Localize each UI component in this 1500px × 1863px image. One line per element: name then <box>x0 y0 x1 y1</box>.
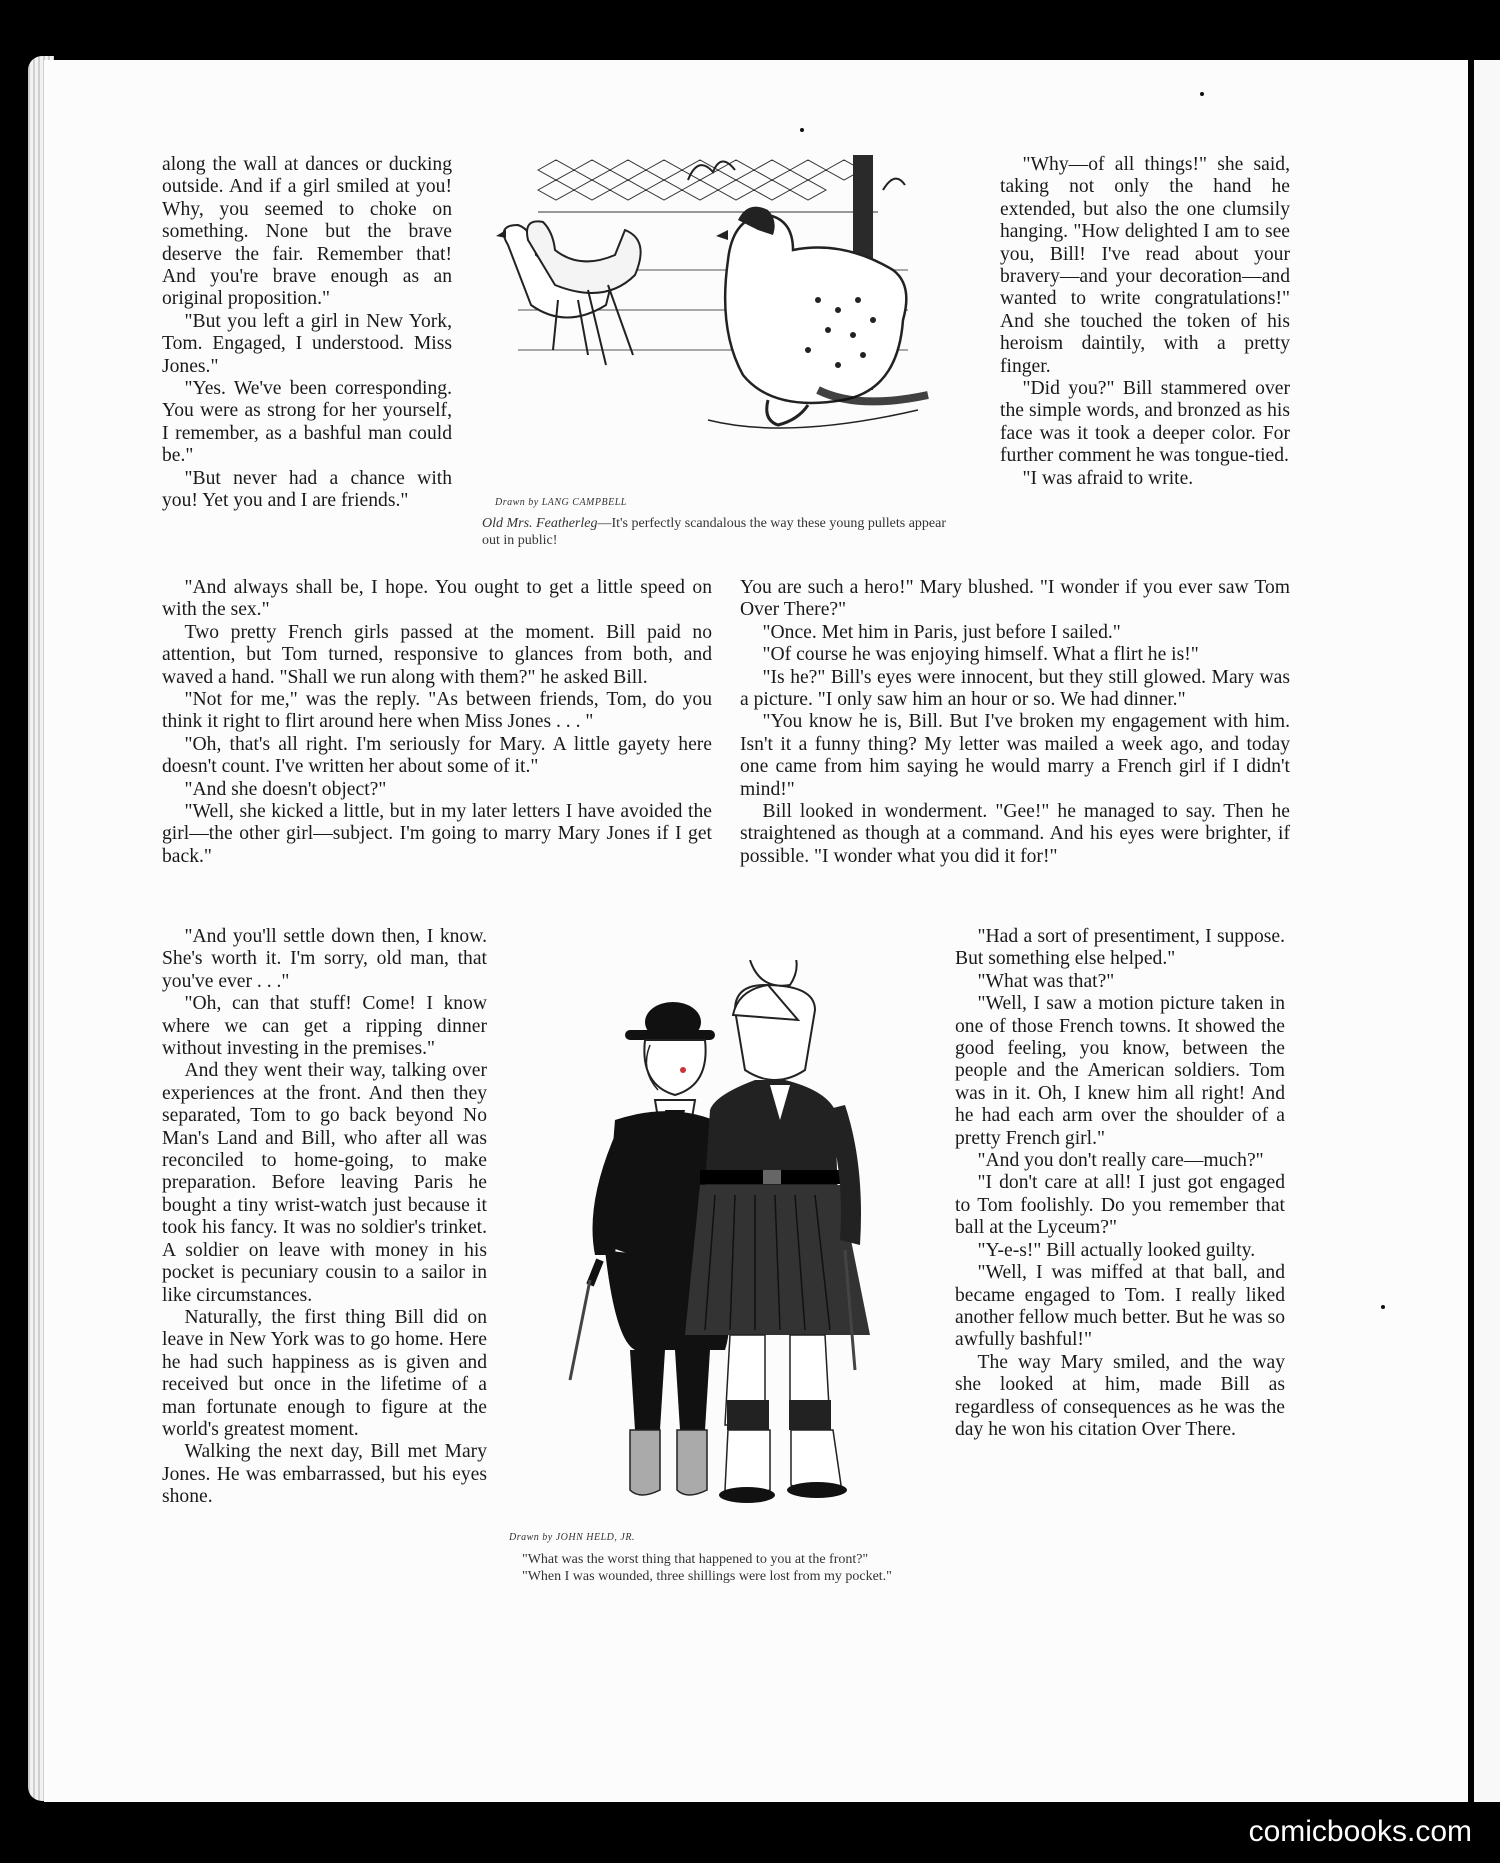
paragraph: You are such a hero!" Mary blushed. "I wonder if you ever saw Tom Over There?" <box>740 577 1290 621</box>
paragraph: "Well, she kicked a little, but in my later letters I have avoided the girl—the other girl—subject. I'm going to marry Mary Jones if I get back." <box>162 801 712 867</box>
soldiers-illustration-caption <box>508 1551 918 1585</box>
soldiers-illustration-credit: Drawn by JOHN HELD, JR. <box>509 1532 635 1543</box>
hens-illustration-credit: Drawn by LANG CAMPBELL <box>495 497 627 508</box>
story-text-right-bottom <box>955 926 1285 1441</box>
paragraph: "And you'll settle down then, I know. She's worth it. I'm sorry, old man, that you've ever . . ." <box>162 926 487 992</box>
facing-page-edge <box>1474 60 1500 1802</box>
paragraph: "But never had a chance with you! Yet you and I are friends." <box>162 467 452 512</box>
watermark: comicbooks.com <box>1248 1815 1472 1848</box>
paragraph: "And she doesn't object?" <box>184 778 387 800</box>
print-speck <box>1381 1305 1385 1309</box>
paragraph: "What was the worst thing that happened to you at the front?" <box>522 1552 869 1567</box>
paragraph: "Why—of all things!" she said, taking not only the hand he extended, but also the one clumsily hanging. "How delighted I am to see you, Bill! I've read about your bravery—and your decoration—and wanted to write congratulations!" And she touched the token of his heroism daintily, with a pretty finger. <box>1000 154 1290 377</box>
paragraph: along the wall at dances or ducking outside. And if a girl smiled at you! Why, you seemed to choke on something. None but the brave deserve the fair. Remember that! And you're brave enough as an original proposition." <box>162 154 452 310</box>
paragraph: "I was afraid to write. <box>1022 467 1194 489</box>
hens-caption-lead: Old Mrs. Featherleg <box>482 516 598 531</box>
paragraph: "Yes. We've been corresponding. You were as strong for her yourself, I remember, as a bashful man could be." <box>162 378 452 467</box>
paragraph: "Well, I was miffed at that ball, and became engaged to Tom. I really liked another fellow much better. But he was so awfully bashful!" <box>955 1262 1285 1351</box>
paragraph: "Well, I saw a motion picture taken in one of those French towns. It showed the good feeling, you know, between the people and the American soldiers. Tom was in it. Oh, I knew him all right! And he had each arm over the shoulder of a pretty French girl." <box>955 993 1285 1149</box>
hens-illustration-caption <box>482 515 967 549</box>
paragraph: "And you don't really care—much?" <box>977 1150 1264 1172</box>
paragraph: "I don't care at all! I just got engaged to Tom foolishly. Do you remember that ball at the Lyceum?" <box>955 1172 1285 1239</box>
story-text-left-bottom <box>162 926 487 1509</box>
print-speck <box>1200 92 1204 96</box>
hens-caption-rest: —It's perfectly scandalous the way these young pullets appear out in public! <box>482 516 947 548</box>
story-text-left-top <box>162 154 452 513</box>
paragraph: Two pretty French girls passed at the moment. Bill paid no attention, but Tom turned, responsive to glances from both, and waved a hand. "Shall we run along with them?" he asked Bill. <box>162 621 712 688</box>
story-text-right-top <box>1000 154 1290 490</box>
paragraph: "And always shall be, I hope. You ought to get a little speed on with the sex." <box>162 577 712 621</box>
paragraph: Bill looked in wonderment. "Gee!" he managed to say. Then he straightened as though at a command. And his eyes were brighter, if possible. "I wonder what you did it for!" <box>740 801 1290 867</box>
print-speck <box>800 128 804 132</box>
story-text-left-middle <box>162 577 712 868</box>
paragraph: "Y-e-s!" Bill actually looked guilty. <box>977 1239 1256 1261</box>
paragraph: Walking the next day, Bill met Mary Jones. He was embarrassed, but his eyes shone. <box>162 1441 487 1508</box>
soldiers-illustration <box>505 960 950 1510</box>
paragraph: "Is he?" Bill's eyes were innocent, but they still glowed. Mary was a picture. "I only saw him an hour or so. We had dinner." <box>740 666 1290 711</box>
paragraph: "Oh, can that stuff! Come! I know where we can get a ripping dinner without investing in the premises." <box>162 993 487 1060</box>
paragraph: "Not for me," was the reply. "As between friends, Tom, do you think it right to flirt around here when Miss Jones . . . " <box>162 689 712 733</box>
paragraph: "Did you?" Bill stammered over the simple words, and bronzed as his face was it took a deeper color. For further comment he was tongue-tied. <box>1000 378 1290 467</box>
hens-illustration <box>478 150 978 492</box>
paragraph: "But you left a girl in New York, Tom. Engaged, I understood. Miss Jones." <box>162 310 452 377</box>
paragraph: The way Mary smiled, and the way she looked at him, made Bill as regardless of consequences as he was the day he won his citation Over There. <box>955 1351 1285 1440</box>
paragraph: "You know he is, Bill. But I've broken my engagement with him. Isn't it a funny thing? My letter was mailed a week ago, and today one came from him saying he would marry a French girl if I didn't mind!" <box>740 711 1290 800</box>
paragraph: "When I was wounded, three shillings were lost from my pocket." <box>522 1569 892 1584</box>
paragraph: And they went their way, talking over experiences at the front. And then they separated, Tom to go back beyond No Man's Land and Bill, who after all was reconciled to home-going, to make preparation. Before leaving Paris he bought a tiny wrist-watch just because it took his fancy. It was no soldier's trinket. A soldier on leave with money in his pocket is pecuniary cousin to a sailor in like circumstances. <box>162 1060 487 1306</box>
paragraph: "Had a sort of presentiment, I suppose. But something else helped." <box>955 926 1285 970</box>
paragraph: Naturally, the first thing Bill did on leave in New York was to go home. Here he had such happiness as is given and received but once in the lifetime of a man fortunate enough to figure at the world's greatest moment. <box>162 1306 487 1440</box>
paragraph: "Of course he was enjoying himself. What a flirt he is!" <box>762 644 1199 666</box>
paragraph: "What was that?" <box>977 970 1115 992</box>
story-text-right-middle <box>740 577 1290 868</box>
paragraph: "Oh, that's all right. I'm seriously for Mary. A little gayety here doesn't count. I've written her about some of it." <box>162 733 712 778</box>
paragraph: "Once. Met him in Paris, just before I sailed." <box>762 621 1121 643</box>
